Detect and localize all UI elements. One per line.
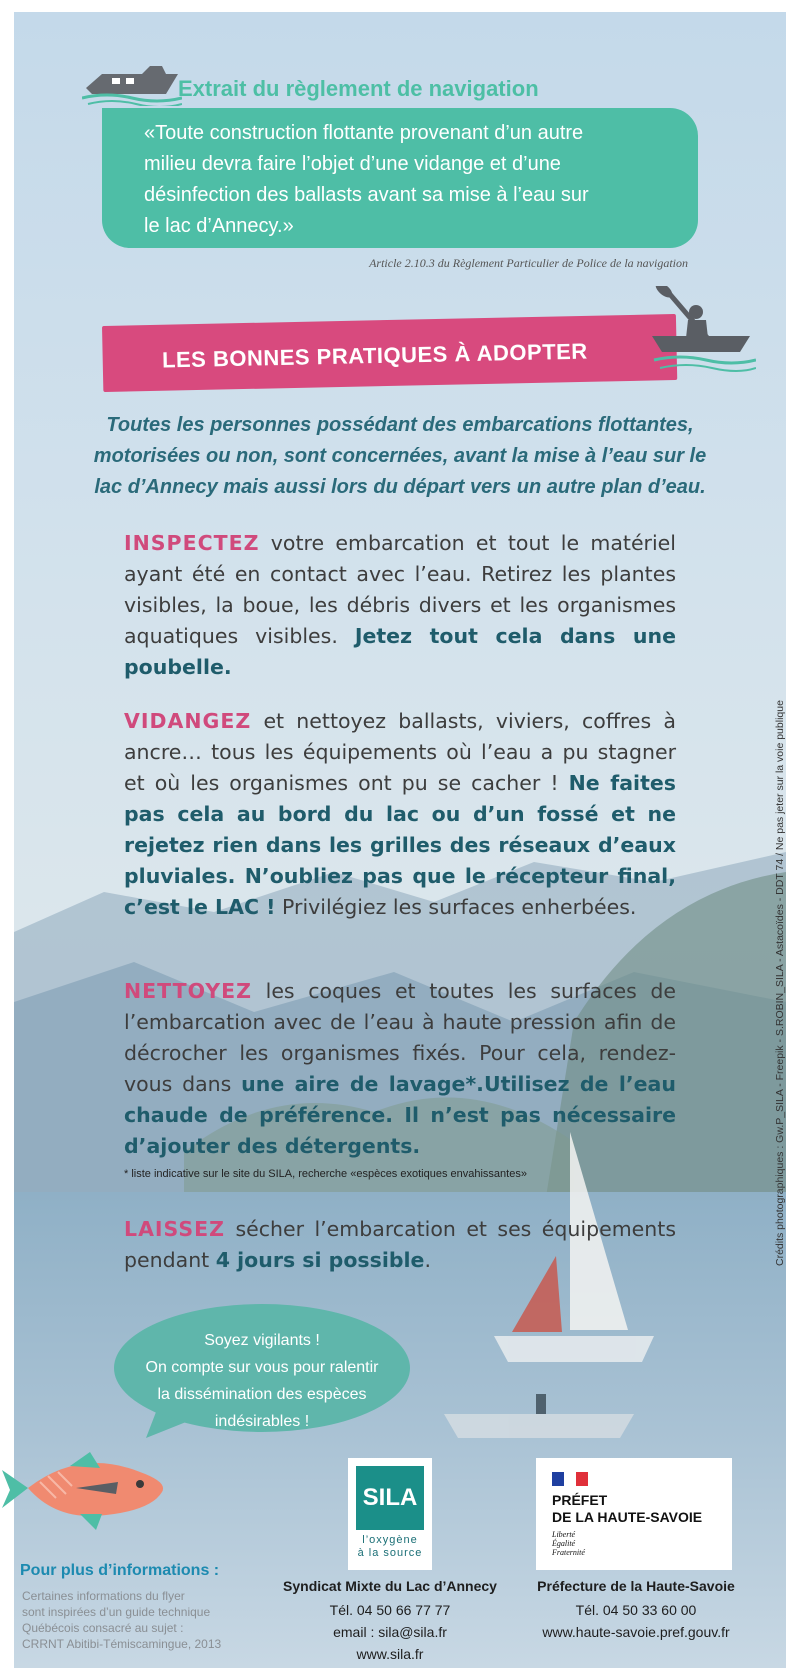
motto-line: Fraternité xyxy=(552,1548,585,1557)
tagline-line: l’oxygène xyxy=(362,1534,418,1546)
step-text: les coques et toutes les surfaces de l’embarcation avec de l’eau à haute pression afin de décrocher les organismes fixés. Pour cela, rendez-vous dans xyxy=(124,979,676,1096)
prefecture-name: Préfecture de la Haute-Savoie xyxy=(537,1578,735,1594)
message-line: indésirables ! xyxy=(214,1413,310,1430)
french-flag-icon xyxy=(552,1472,588,1486)
step-text: et nettoyez ballasts, viviers, coffres à ancre… tous les équipements où l’eau a pu stagner et où les organismes ont pu se cacher ! xyxy=(124,709,676,795)
logo-line: DE LA HAUTE-SAVOIE xyxy=(552,1509,703,1525)
disclaimer-line: sont inspirées d’un guide technique xyxy=(22,1605,211,1619)
step-after: Privilégiez les surfaces enherbées. xyxy=(275,895,637,919)
disclaimer-line: Certaines informations du flyer xyxy=(22,1589,185,1603)
vigilance-message xyxy=(112,1327,412,1435)
regulation-quote xyxy=(144,118,682,242)
sila-tagline xyxy=(348,1534,432,1560)
sila-name: Syndicat Mixte du Lac d’Annecy xyxy=(283,1578,497,1594)
intro-line: Toutes les personnes possédant des embarcations flottantes, xyxy=(106,414,694,436)
step-emphasis: Jetez tout cela dans une poubelle. xyxy=(124,624,676,679)
intro-line: lac d’Annecy mais aussi lors du départ vers un autre plan d’eau. xyxy=(94,476,706,498)
sila-website[interactable]: www.sila.fr xyxy=(356,1646,424,1662)
step-after: . xyxy=(424,1248,431,1272)
motto-line: Égalité xyxy=(552,1539,576,1548)
step-keyword: VIDANGEZ xyxy=(124,709,252,733)
message-line: Soyez vigilants ! xyxy=(204,1332,320,1349)
sila-logo xyxy=(348,1458,432,1570)
step-emphasis: Ne faites pas cela au bord du lac ou d’un fossé et ne rejetez rien dans les grilles des réseaux d’eaux pluviales. N’oubliez pas que le récepteur final, c’est le LAC ! xyxy=(124,771,676,919)
step-emphasis: une aire de lavage*.Utilisez de l’eau chaude de préférence. Il n’est pas nécessaire d’ajouter des détergents. xyxy=(124,1072,676,1158)
step-text: sécher l’embarcation et ses équipements pendant xyxy=(124,1217,676,1272)
more-info-heading: Pour plus d’informations : xyxy=(20,1562,220,1579)
sila-phone: Tél. 04 50 66 77 77 xyxy=(329,1602,451,1618)
quote-line: le lac d’Annecy.» xyxy=(144,215,294,237)
prefecture-logo xyxy=(536,1458,732,1570)
sila-logo-mark: SILA xyxy=(356,1466,424,1530)
practices-banner-title: LES BONNES PRATIQUES À ADOPTER xyxy=(161,338,588,373)
message-line: On compte sur vous pour ralentir xyxy=(145,1359,379,1376)
quote-line: milieu devra faire l’objet d’une vidange et d’une xyxy=(144,153,561,175)
step-text: votre embarcation et tout le matériel ayant été en contact avec l’eau. Retirez les plantes visibles, la boue, les débris divers et les organismes aquatiques visibles. xyxy=(124,531,676,648)
step-dry xyxy=(124,1214,676,1276)
practices-intro xyxy=(40,410,760,503)
regulation-source: Article 2.10.3 du Règlement Particulier de Police de la navigation xyxy=(369,256,688,270)
photo-credits: Crédits photographiques : Gw.P_SILA - Freepik - S.ROBIN_SILA - Astacoïdes - DDT 74 / Ne pas jeter sur la voie publique xyxy=(774,700,786,1266)
step-clean xyxy=(124,976,676,1162)
step-keyword: INSPECTEZ xyxy=(124,531,260,555)
step-emphasis: 4 jours si possible xyxy=(215,1248,425,1272)
motorboat-icon xyxy=(82,60,182,106)
prefecture-website[interactable]: www.haute-savoie.pref.gouv.fr xyxy=(542,1624,730,1640)
fish-icon xyxy=(0,1442,170,1532)
tagline-line: à la source xyxy=(357,1547,423,1559)
quote-line: désinfection des ballasts avant sa mise à l’eau sur xyxy=(144,184,589,206)
step-keyword: NETTOYEZ xyxy=(124,979,253,1003)
prefecture-logo-title xyxy=(552,1492,702,1526)
washing-area-footnote: * liste indicative sur le site du SILA, recherche «espèces exotiques envahissantes» xyxy=(124,1168,527,1180)
step-drain xyxy=(124,706,676,923)
source-disclaimer xyxy=(22,1588,252,1652)
disclaimer-line: Québécois consacré au sujet : xyxy=(22,1621,184,1635)
quote-line: «Toute construction flottante provenant d’un autre xyxy=(144,122,584,144)
message-line: la dissémination des espèces xyxy=(157,1386,367,1403)
kayak-icon xyxy=(650,286,756,374)
sila-email[interactable]: email : sila@sila.fr xyxy=(333,1624,447,1640)
republic-motto xyxy=(552,1530,585,1557)
regulation-heading: Extrait du règlement de navigation xyxy=(178,76,539,101)
logo-line: PRÉFET xyxy=(552,1492,608,1508)
disclaimer-line: CRRNT Abitibi-Témiscamingue, 2013 xyxy=(22,1637,222,1651)
motto-line: Liberté xyxy=(552,1530,576,1539)
step-keyword: LAISSEZ xyxy=(124,1217,226,1241)
prefecture-phone: Tél. 04 50 33 60 00 xyxy=(575,1602,697,1618)
step-inspect xyxy=(124,528,676,683)
intro-line: motorisées ou non, sont concernées, avant la mise à l’eau sur le xyxy=(93,445,707,467)
